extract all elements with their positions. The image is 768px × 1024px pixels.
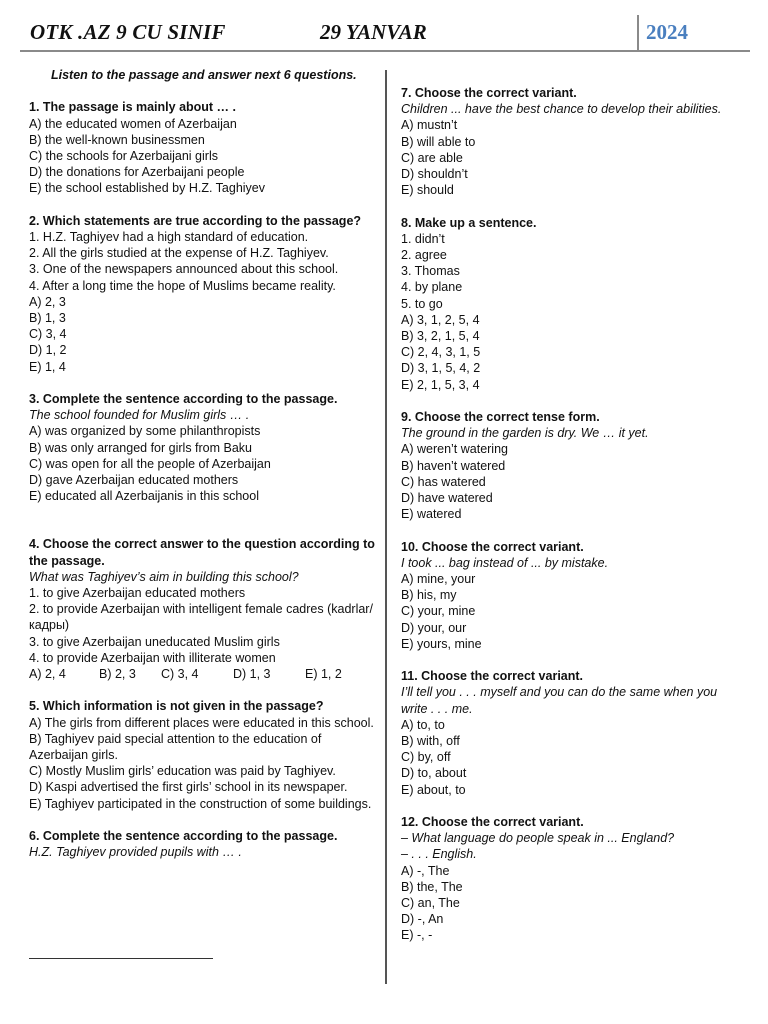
statement: 1. to give Azerbaijan educated mothers (29, 586, 246, 601)
header-date: 29 YANVAR (320, 20, 427, 44)
option: A) The girls from different places were educated in this school. (29, 715, 374, 730)
option: D) 1, 2 (29, 343, 67, 358)
question-heading: 4. Choose the correct answer to the question according to the passage. (29, 537, 375, 568)
question-2 (29, 213, 379, 375)
option: C) your, mine (401, 604, 476, 619)
option: D) your, our (401, 620, 467, 635)
statement: 4. by plane (401, 280, 463, 295)
option: E) 1, 2 (305, 667, 342, 682)
option: D) 1, 3 (233, 667, 271, 682)
column-divider (385, 70, 387, 984)
option: D) to, about (401, 766, 467, 781)
question-heading: 9. Choose the correct tense form. (401, 410, 600, 425)
question-prompt: I took ... bag instead of ... by mistake. (401, 555, 609, 570)
option: A) 2, 3 (29, 294, 66, 309)
statement: 3. to give Azerbaijan uneducated Muslim girls (29, 634, 280, 649)
option: C) 2, 4, 3, 1, 5 (401, 345, 481, 360)
instruction: Listen to the passage and answer next 6 questions. (51, 68, 357, 82)
option: B) 1, 3 (29, 311, 66, 326)
option: D) gave Azerbaijan educated mothers (29, 473, 239, 488)
statement: 2. agree (401, 248, 447, 263)
option: A) -, The (401, 863, 450, 878)
header-separator (637, 15, 639, 51)
option: B) haven’t watered (401, 458, 506, 473)
option: C) 3, 4 (161, 667, 199, 682)
question-7 (401, 85, 746, 198)
option: C) Mostly Muslim girls’ education was paid by Taghiyev. (29, 764, 336, 779)
option: B) with, off (401, 734, 460, 749)
question-prompt: write . . . me. (401, 701, 473, 716)
question-prompt: The ground in the garden is dry. We … it yet. (401, 426, 649, 441)
option: C) 3, 4 (29, 327, 67, 342)
question-8 (401, 215, 746, 393)
statement: 1. H.Z. Taghiyev had a high standard of education. (29, 230, 309, 244)
option: E) -, - (401, 928, 433, 943)
option: E) educated all Azerbaijanis in this school (29, 489, 259, 504)
option: B) 2, 3 (99, 667, 136, 682)
option: C) are able (401, 150, 463, 165)
header-title: OTK .AZ 9 CU SINIF (30, 20, 226, 44)
question-heading: 11. Choose the correct variant. (401, 669, 584, 684)
option: B) will able to (401, 134, 476, 149)
option: A) weren’t watering (401, 442, 508, 457)
question-prompt: The school founded for Muslim girls … . (29, 408, 250, 423)
question-heading: 10. Choose the correct variant. (401, 539, 584, 554)
answer-line (29, 958, 213, 959)
statement: 1. didn’t (401, 231, 445, 246)
option: C) an, The (401, 896, 460, 911)
question-1 (29, 99, 379, 196)
option: B) his, my (401, 588, 457, 603)
question-11 (401, 668, 746, 798)
question-heading: 12. Choose the correct variant. (401, 815, 584, 830)
option: D) Kaspi advertised the first girls’ school in its newspaper. (29, 780, 348, 795)
question-prompt: What was Taghiyev’s aim in building this school? (29, 569, 299, 584)
question-heading: 3. Complete the sentence according to the passage. (29, 392, 338, 407)
option: C) was open for all the people of Azerbaijan (29, 456, 271, 471)
statement: 5. to go (401, 296, 443, 311)
question-12 (401, 814, 746, 944)
option: E) watered (401, 507, 462, 522)
question-6 (29, 828, 379, 860)
option: C) has watered (401, 474, 486, 489)
option: A) was organized by some philanthropists (29, 424, 261, 439)
statement: 4. to provide Azerbaijan with illiterate women (29, 650, 276, 665)
question-prompt: I’ll tell you . . . myself and you can do the same when you (401, 685, 718, 700)
option: E) about, to (401, 782, 466, 797)
option: C) the schools for Azerbaijani girls (29, 149, 218, 163)
option-row (29, 666, 379, 682)
option: B) the well-known businessmen (29, 132, 205, 147)
question-4 (29, 536, 379, 682)
option: E) the school established by H.Z. Taghiyev (29, 181, 266, 196)
option: E) Taghiyev participated in the construction of some buildings. (29, 796, 372, 811)
statement: 3. One of the newspapers announced about this school. (29, 262, 339, 277)
option: A) the educated women of Azerbaijan (29, 116, 237, 131)
question-9 (401, 409, 746, 522)
question-heading: 1. The passage is mainly about … . (29, 100, 237, 115)
right-column (401, 85, 746, 944)
option: A) 2, 4 (29, 667, 66, 682)
option: A) mine, your (401, 572, 476, 587)
question-5 (29, 698, 379, 811)
option: B) Taghiyev paid special attention to the education of Azerbaijan girls. (29, 731, 322, 763)
question-heading: 6. Complete the sentence according to the passage. (29, 829, 338, 844)
statement: 2. All the girls studied at the expense of H.Z. Taghiyev. (29, 246, 329, 261)
option: E) should (401, 183, 454, 198)
statement: 4. After a long time the hope of Muslims became reality. (29, 278, 336, 293)
option: A) to, to (401, 717, 445, 732)
option: A) 3, 1, 2, 5, 4 (401, 312, 480, 327)
option: B) 3, 2, 1, 5, 4 (401, 329, 480, 344)
question-heading: 5. Which information is not given in the passage? (29, 699, 324, 714)
option: E) 1, 4 (29, 359, 66, 374)
option: D) -, An (401, 912, 444, 927)
option: D) shouldn’t (401, 167, 468, 182)
question-3 (29, 391, 379, 504)
question-prompt: Children ... have the best chance to develop their abilities. (401, 102, 722, 117)
option: B) the, The (401, 879, 463, 894)
statement: 3. Thomas (401, 264, 460, 279)
question-heading: 7. Choose the correct variant. (401, 86, 577, 100)
page-header (0, 0, 768, 55)
header-year: 2024 (646, 20, 688, 44)
option: A) mustn’t (401, 118, 458, 133)
option: D) the donations for Azerbaijani people (29, 165, 245, 180)
option: C) by, off (401, 750, 451, 765)
question-prompt: – . . . English. (401, 847, 477, 862)
option: E) yours, mine (401, 636, 482, 651)
option: D) have watered (401, 491, 493, 506)
left-column (29, 67, 379, 860)
header-rule (20, 50, 750, 52)
question-prompt: – What language do people speak in ... England? (401, 831, 675, 846)
statement: 2. to provide Azerbaijan with intelligent female cadres (kadrlar/кадры) (29, 602, 373, 633)
option: B) was only arranged for girls from Baku (29, 440, 253, 455)
question-heading: 2. Which statements are true according to the passage? (29, 213, 362, 228)
option: E) 2, 1, 5, 3, 4 (401, 377, 480, 392)
question-10 (401, 539, 746, 652)
option: D) 3, 1, 5, 4, 2 (401, 361, 481, 376)
question-prompt: H.Z. Taghiyev provided pupils with … . (29, 845, 242, 860)
question-heading: 8. Make up a sentence. (401, 215, 537, 230)
